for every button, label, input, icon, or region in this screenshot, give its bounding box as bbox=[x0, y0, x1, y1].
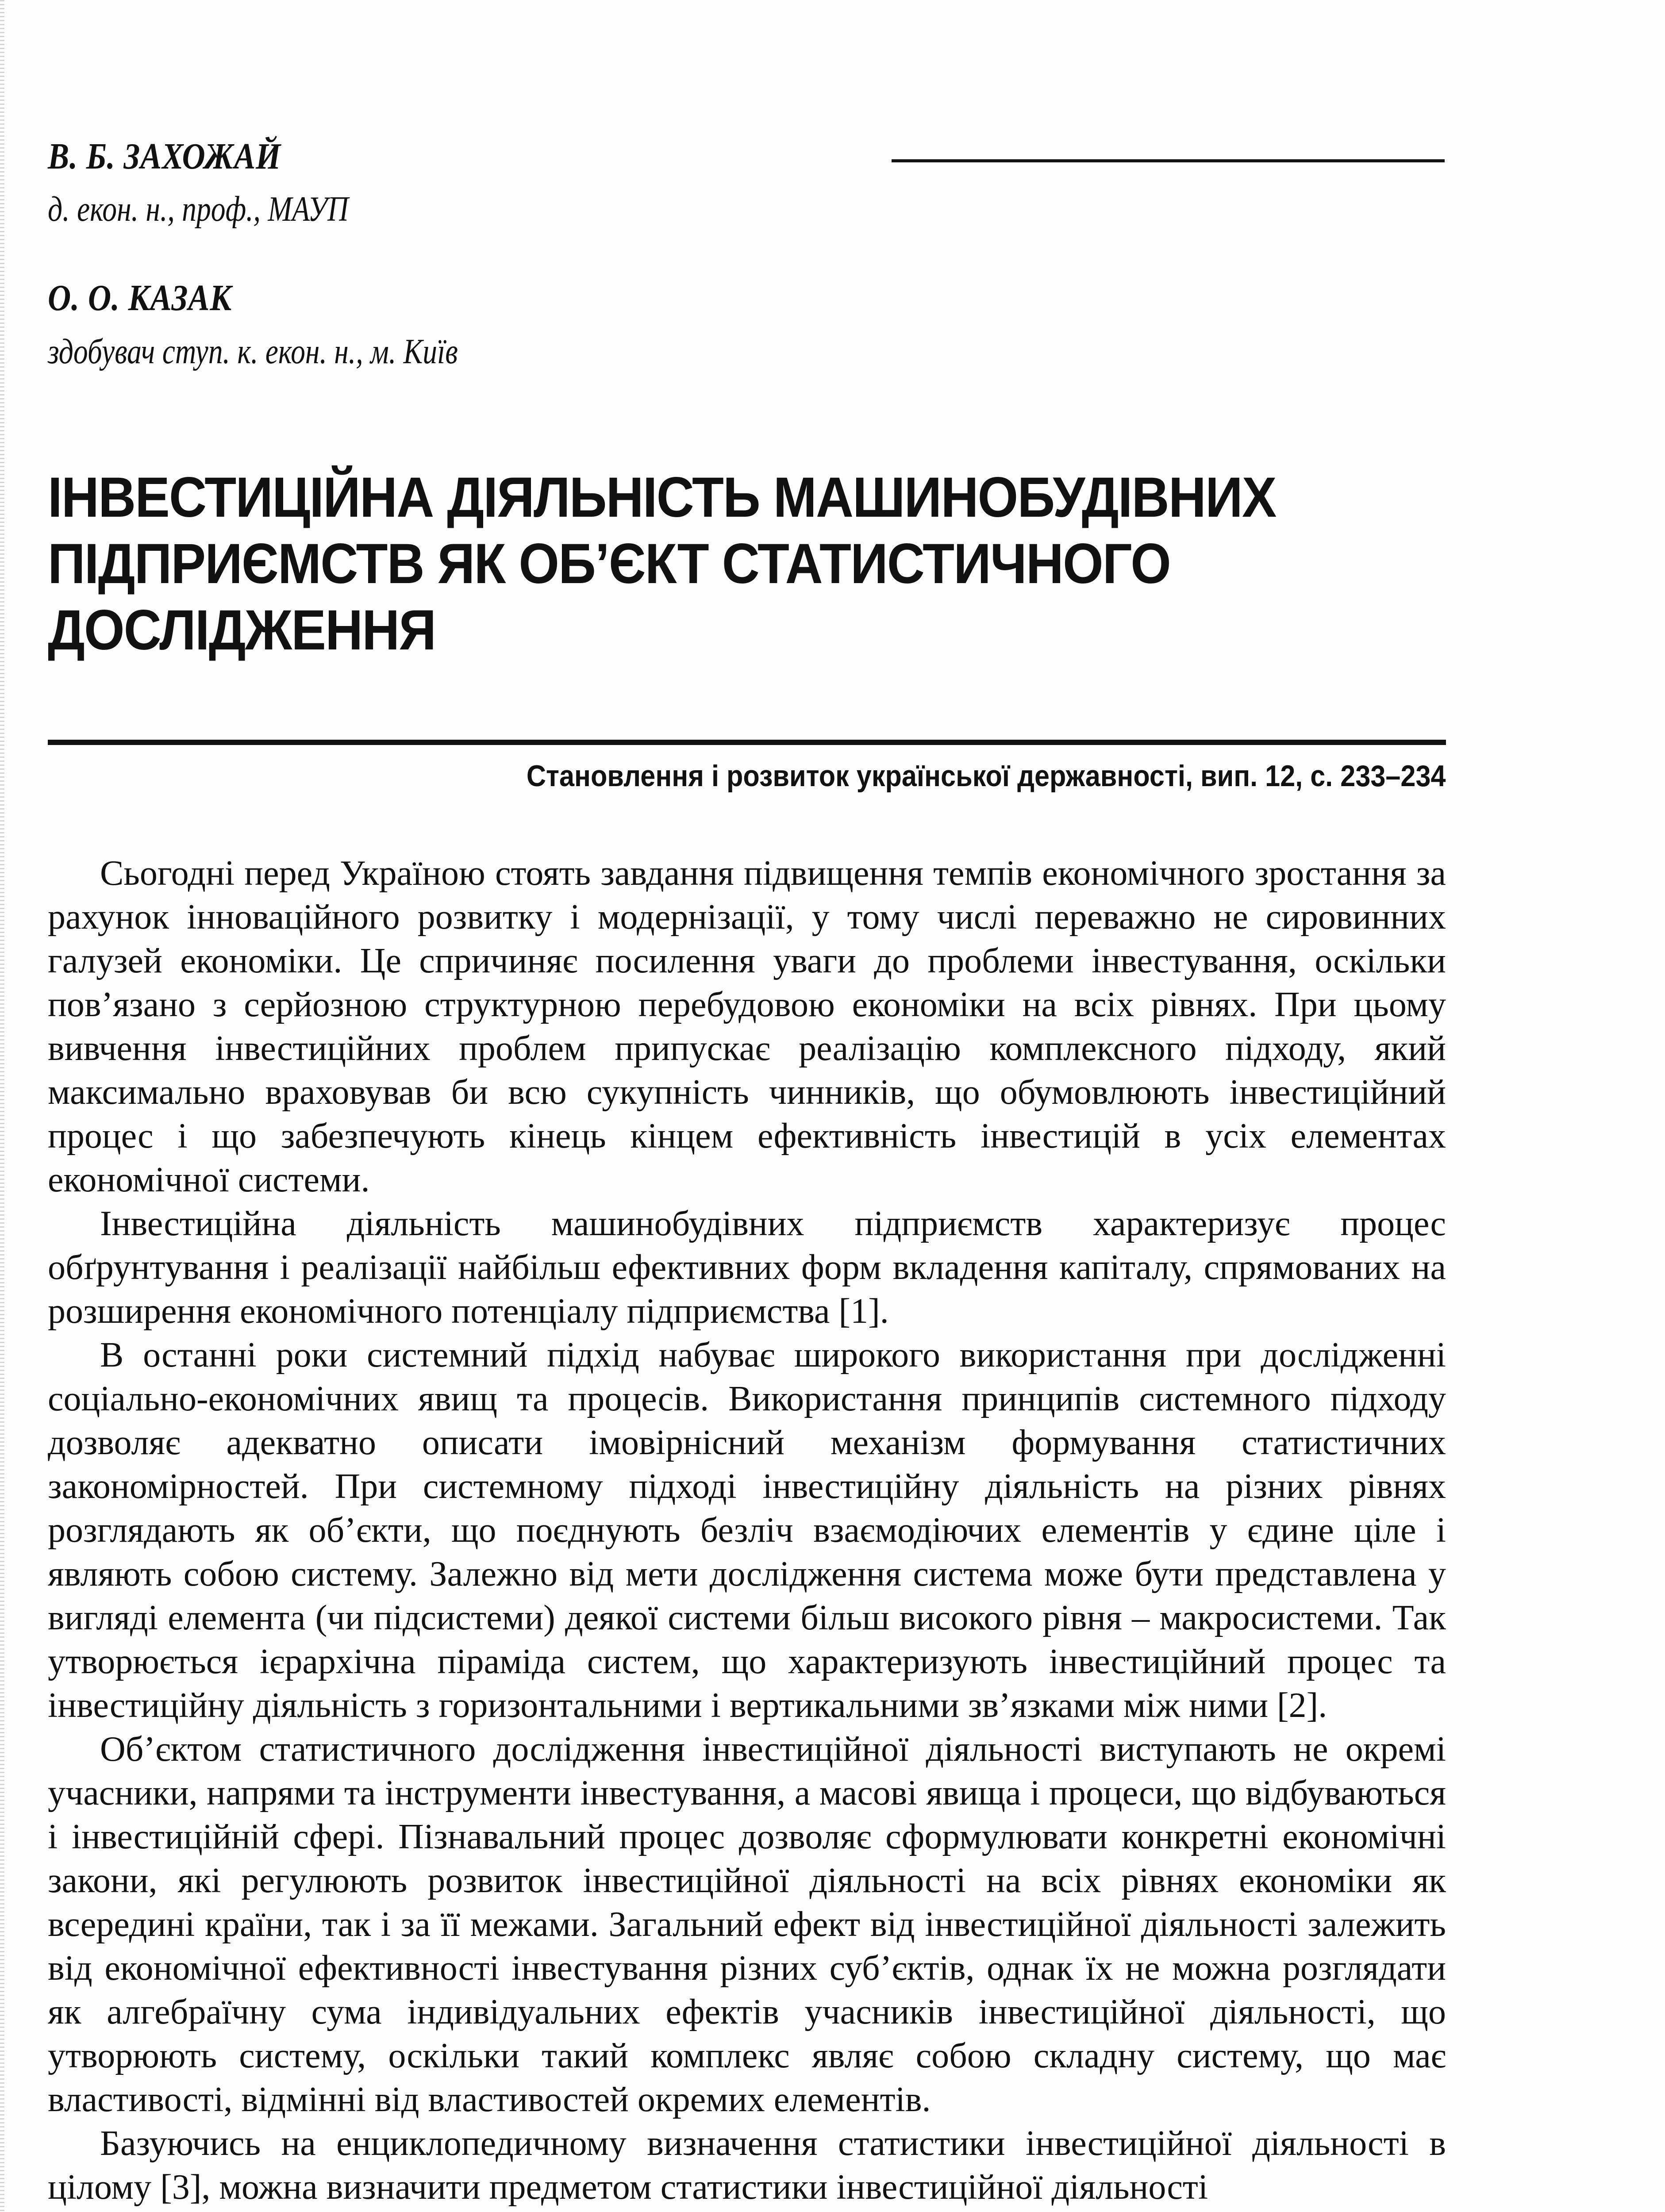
paragraph: Базуючись на енциклопедичному визначення статистики інвестиційної діяльності в цілому [3], можна визначити предметом статистики інвестиційної діяльності bbox=[48, 2124, 1446, 2207]
title-line: ПІДПРИЄМСТВ ЯК ОБ’ЄКТ СТАТИСТИЧНОГО bbox=[48, 532, 1171, 595]
author-affiliation: д. екон. н., проф., МАУП bbox=[48, 190, 349, 229]
header-rule bbox=[892, 159, 1445, 162]
source-rule bbox=[48, 740, 1446, 745]
author-affiliation: здобувач ступ. к. екон. н., м. Київ bbox=[48, 332, 458, 371]
paragraph: Об’єктом статистичного дослідження інвестиційної діяльності виступають не окремі учасники, напрями та інструменти інвестування, а масові явища і процеси, що відбуваються і інвестиційній сфері. Пізнавальний процес дозволяє сформулювати конкретні економічні закони, які регулюють розвиток інвестиційної діяльності на всіх рівнях економіки як всередині країни, так і за її межами. Загальний ефект від інвестиційної діяльності залежить від економічної ефективності інвестування різних суб’єктів, однак їх не можна розглядати як алгебраїчну сума індивідуальних ефектів учасників інвестиційної діяльності, що утворюють систему, оскільки такий комплекс являє собою складну систему, що має властивості, відмінні від властивостей окремих елементів. bbox=[48, 1730, 1446, 2119]
article-body bbox=[48, 852, 1446, 2209]
article-title bbox=[48, 465, 1350, 664]
source-citation: Становлення і розвиток української державності, вип. 12, с. 233–234 bbox=[527, 759, 1446, 793]
scan-edge-artifact bbox=[0, 0, 4, 2212]
paragraph: В останні роки системний підхід набуває широкого використання при дослідженні соціально-економічних явищ та процесів. Використання принципів системного підходу дозволяє адекватно описати імовірнісний механізм формування статистичних закономірностей. При системному підході інвестиційну діяльність на різних рівнях розглядають як об’єкти, що поєднують безліч взаємодіючих елементів у єдине ціле і являють собою систему. Залежно від мети дослідження система може бути представлена у вигляді елемента (чи підсистеми) деякої системи більш високого рівня – макросистеми. Так утворюється ієрархічна піраміда систем, що характеризують інвестиційний процес та інвестиційну діяльність з горизонтальними і вертикальними зв’язками між ними [2]. bbox=[48, 1336, 1446, 1725]
author-name: В. Б. ЗАХОЖАЙ bbox=[48, 136, 281, 177]
paragraph: Інвестиційна діяльність машинобудівних підприємств характеризує процес обґрунтування і реалізації найбільш ефективних форм вкладення капіталу, спрямованих на розширення економічного потенціалу підприємства [1]. bbox=[48, 1204, 1446, 1331]
title-line: ІНВЕСТИЦІЙНА ДІЯЛЬНІСТЬ МАШИНОБУДІВНИХ bbox=[48, 466, 1276, 529]
title-line: ДОСЛІДЖЕННЯ bbox=[48, 599, 436, 662]
paragraph: Сьогодні перед Україною стоять завдання підвищення темпів економічного зростання за рахунок інноваційного розвитку і модернізації, у тому числі переважно не сировинних галузей економіки. Це спричиняє посилення уваги до проблеми інвестування, оскільки пов’язано з серйозною структурною перебудовою економіки на всіх рівнях. При цьому вивчення інвестиційних проблем припускає реалізацію комплексного підходу, який максимально враховував би всю сукупність чинників, що обумовлюють інвестиційний процес і що забезпечують кінець кінцем ефективність інвестицій в усіх елементах економічної системи. bbox=[48, 854, 1446, 1199]
author-name: О. О. КАЗАК bbox=[48, 277, 232, 319]
